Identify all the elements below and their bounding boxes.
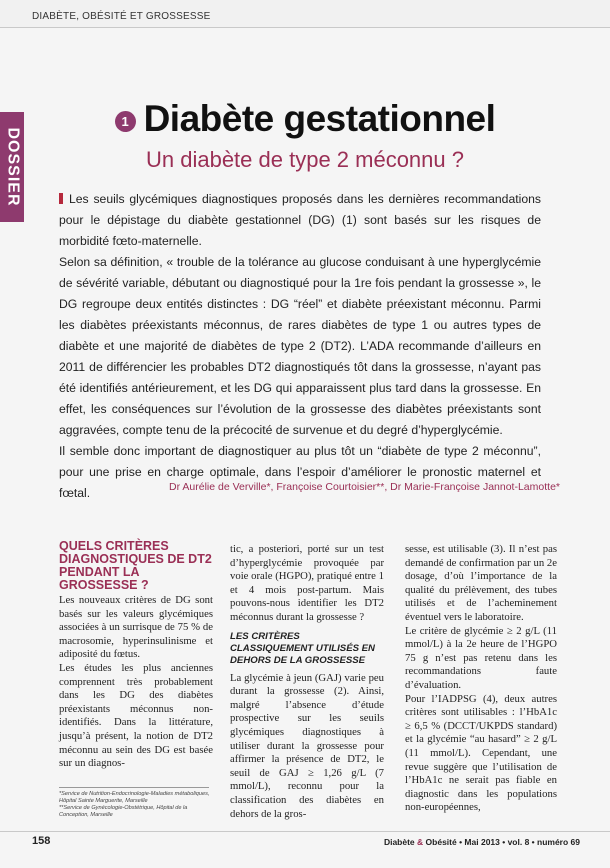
abstract-paragraph: Il semble donc important de diagnostiquer au plus tôt un “diabète de type 2 méconnu”, pour une prise en charge optimale, dans l’espoir d’améliorer le pronostic maternel et fœtal. <box>59 444 541 500</box>
body-paragraph: Pour l’IADPSG (4), deux autres critères sont utilisables : l’HbA1c ≥ 6,5 % (DCCT/UKPDS standard) et la glycémie “au hasard” ≥ 2 g/L (11 mmol/L). Cependant, une revue suggère que l’utilisation de l’HbA1c ne serait pas fiable en diagnostic dans les populations non-européennes, <box>405 692 557 814</box>
side-tab-label: DOSSIER <box>4 127 22 207</box>
journal-reference <box>384 837 580 847</box>
abstract-paragraph: Selon sa définition, « trouble de la tolérance au glucose conduisant à une hyperglycémie de sévérité variable, débutant ou diagnostiqué pour la 1re fois pendant la grossesse », le DG regroupe deux entités distinctes : DG “réel” et diabète préexistant méconnu. Parmi les diabètes préexistants méconnus, de rares diabètes de type 1 ou autres types de diabète et une majorité de diabètes de type 2 (DT2). L’ADA recommande d’ailleurs en 2011 de différencier les probables DT2 diagnostiqués tôt dans la grossesse, n’ayant pas été identifiés antérieurement, et les DG qui apparaissent plus tard dans la grossesse. En effet, les conséquences sur l’évolution de la grossesse des diabètes préexistants sont aggravées, compte tenu de la précocité de survenue et du degré d’hyperglycémie. <box>59 255 541 437</box>
footnotes <box>59 791 211 819</box>
body-paragraph: Les études les plus anciennes comprennent très probablement dans les DG des diabètes préexistants méconnus non-identifiés. Dans la littérature, jusqu’à présent, la notion de DT2 méconnu au sein des DG est basée sur un diagnos- <box>59 661 213 770</box>
footnote: **Service de Gynécologie-Obstétrique, Hôpital de la Conception, Marseille <box>59 805 188 818</box>
page-number: 158 <box>32 835 51 847</box>
article-number-badge: 1 <box>115 111 136 132</box>
abstract <box>59 189 541 504</box>
journal-ampersand: & <box>414 837 426 847</box>
body-paragraph: sesse, est utilisable (3). Il n’est pas demandé de confirmation par un 2e dosage, d’où l’importance de la qualité du prélèvement, des tubes utilisés et de l’acheminement éventuel vers le laboratoire. <box>405 543 557 623</box>
journal-name: Diabète <box>383 837 415 847</box>
bottom-divider <box>0 831 610 832</box>
section-label: DIABÈTE, OBÉSITÉ ET GROSSESSE <box>32 11 211 22</box>
abstract-paragraph: Les seuils glycémiques diagnostiques proposés dans les dernières recommandations pour le dépistage du diabète gestationnel (DG) (1) sont basés sur les risques de morbidité fœto-maternelle. <box>59 192 541 248</box>
column-3 <box>405 543 557 815</box>
body-paragraph: Le critère de glycémie ≥ 2 g/L (11 mmol/L) à la 2e heure de l’HGPO 75 g n’est pas retenu dans les recommandations faute d’évaluation. <box>405 624 557 691</box>
top-divider <box>0 27 610 28</box>
body-paragraph: Les nouveaux critères de DG sont basés sur les valeurs glycémiques associées à un surrisque de 75 % de macrosomie, hyperinsulinisme et adiposité du fœtus. <box>59 594 213 661</box>
authors: Dr Aurélie de Verville*, Françoise Courtoisier**, Dr Marie-Françoise Jannot-Lamotte* <box>169 481 560 493</box>
journal-name: Obésité <box>425 837 457 847</box>
footnote: *Service de Nutrition-Endocrinologie-Maladies métaboliques, Hôpital Sainte Marguerite, Marseille <box>59 791 210 804</box>
subsection-heading: LES CRITÈRES CLASSIQUEMENT UTILISÉS EN DEHORS DE LA GROSSESSE <box>230 630 375 666</box>
title-block <box>0 98 610 140</box>
red-marker-icon <box>59 193 63 204</box>
column-2 <box>230 543 384 821</box>
body-paragraph: La glycémie à jeun (GAJ) varie peu durant la grossesse (2). Ainsi, malgré l’absence d’étude prospective sur les seuils glycémiques diagnostiques à utiliser durant la grossesse pour affirmer la présence de DT2, le seuil de GAJ ≥ 1,26 g/L (7 mmol/L), reconnu pour la classification des diabètes en dehors de la gros- <box>230 671 384 820</box>
article-title: Diabète gestationnel <box>143 98 496 139</box>
section-heading: QUELS CRITÈRES DIAGNOSTIQUES DE DT2 PENDANT LA GROSSESSE ? <box>59 539 212 592</box>
article-subtitle: Un diabète de type 2 méconnu ? <box>145 147 464 172</box>
body-paragraph: tic, a posteriori, porté sur un test d’hyperglycémie provoquée par voie orale (HGPO), pratiqué entre 1 et 4 mois post-partum. Mais pouvons-nous identifier les DT2 méconnus durant la grossesse ? <box>230 543 384 623</box>
footnote-divider <box>59 787 209 788</box>
issue-info: • Mai 2013 • vol. 8 • numéro 69 <box>456 837 580 847</box>
column-1 <box>59 540 213 771</box>
